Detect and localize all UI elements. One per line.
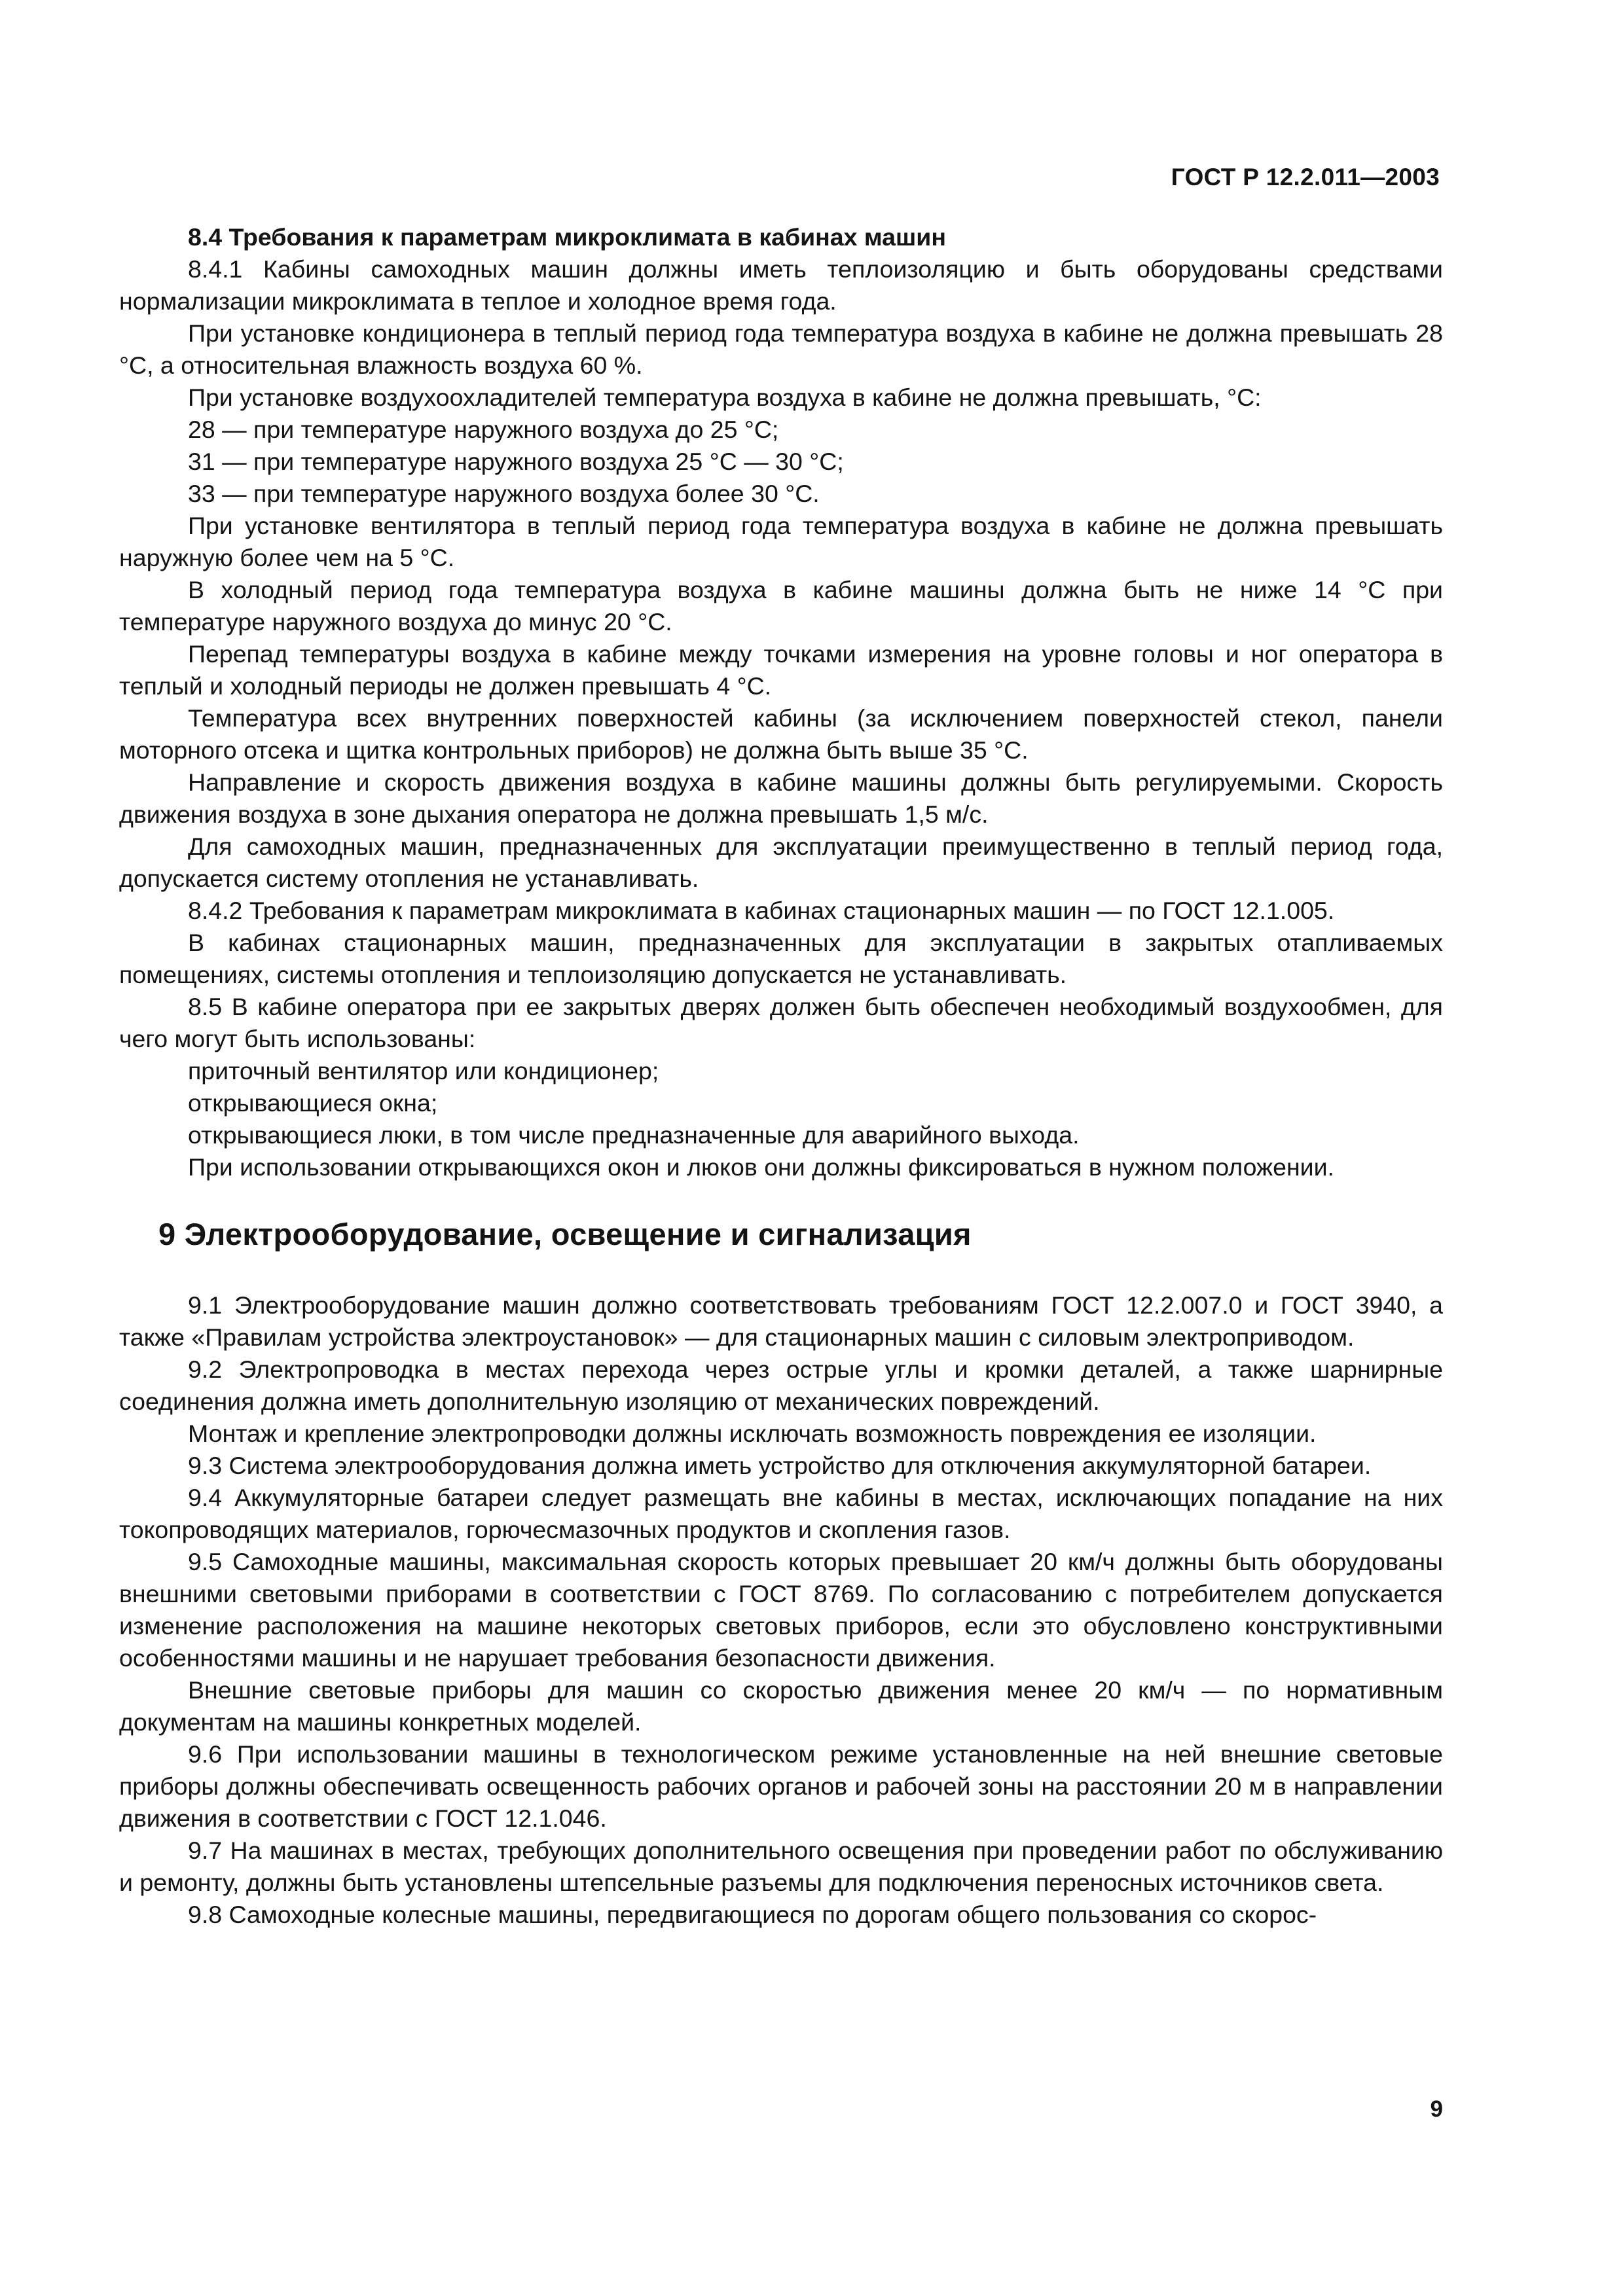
- list-item: 33 — при температуре наружного воздуха более 30 °С.: [188, 480, 820, 507]
- document-code-header: ГОСТ Р 12.2.011—2003: [1171, 164, 1440, 190]
- paragraph: Направление и скорость движения воздуха в кабине машины должны быть регулируемыми. Скорость движения воздуха в зоне дыхания оператора не должна превышать 1,5 м/с.: [119, 768, 1443, 828]
- paragraph-9-3: 9.3 Система электрооборудования должна иметь устройство для отключения аккумуляторной батареи.: [188, 1452, 1372, 1479]
- paragraph: В кабинах стационарных машин, предназначенных для эксплуатации в закрытых отапливаемых помещениях, системы отопления и теплоизоляцию допускается не устанавливать.: [119, 929, 1443, 988]
- paragraph: В холодный период года температура воздуха в кабине машины должна быть не ниже 14 °С при температуре наружного воздуха до минус 20 °С.: [119, 576, 1443, 636]
- list-item: открывающиеся окна;: [188, 1089, 438, 1117]
- paragraph-8-5: 8.5 В кабине оператора при ее закрытых дверях должен быть обеспечен необходимый воздухообмен, для чего могут быть использованы:: [119, 993, 1443, 1052]
- list-item: открывающиеся люки, в том числе предназначенные для аварийного выхода.: [188, 1121, 1080, 1149]
- list-item: 31 — при температуре наружного воздуха 25 °С — 30 °С;: [188, 448, 844, 475]
- paragraph: Монтаж и крепление электропроводки должны исключать возможность повреждения ее изоляции.: [188, 1420, 1317, 1447]
- paragraph: При использовании открывающихся окон и люков они должны фиксироваться в нужном положении.: [188, 1153, 1334, 1181]
- paragraph-9-5: 9.5 Самоходные машины, максимальная скорость которых превышает 20 км/ч должны быть оборудованы внешними световыми приборами в соответствии с ГОСТ 8769. По согласованию с потребителем допускается изменение расположения на машине некоторых световых приборов, если это обусловлено конструктивными особенностями машины и не нарушает требования безопасности движения.: [119, 1548, 1443, 1672]
- paragraph-9-1: 9.1 Электрооборудование машин должно соответствовать требованиям ГОСТ 12.2.007.0 и ГОСТ 3940, а также «Правилам устройства электроустановок» — для стационарных машин с силовым электроприводом.: [119, 1291, 1443, 1351]
- paragraph: Перепад температуры воздуха в кабине между точками измерения на уровне головы и ног оператора в теплый и холодный периоды не должен превышать 4 °С.: [119, 640, 1443, 700]
- paragraph: При установке кондиционера в теплый период года температура воздуха в кабине не должна превышать 28 °С, а относительная влажность воздуха 60 %.: [119, 319, 1443, 379]
- paragraph: Внешние световые приборы для машин со скоростью движения менее 20 км/ч — по нормативным документам на машины конкретных моделей.: [119, 1676, 1443, 1736]
- list-item: 28 — при температуре наружного воздуха до 25 °С;: [188, 416, 779, 443]
- section-title-9: 9 Электрооборудование, освещение и сигнализация: [158, 1217, 972, 1251]
- document-body: [119, 221, 1443, 1931]
- paragraph-9-2: 9.2 Электропроводка в местах перехода через острые углы и кромки деталей, а также шарнирные соединения должна иметь дополнительную изоляцию от механических повреждений.: [119, 1355, 1443, 1415]
- list-item: приточный вентилятор или кондиционер;: [188, 1057, 659, 1085]
- paragraph: Температура всех внутренних поверхностей кабины (за исключением поверхностей стекол, панели моторного отсека и щитка контрольных приборов) не должна быть выше 35 °С.: [119, 704, 1443, 764]
- subsection-title-8-4: 8.4 Требования к параметрам микроклимата в кабинах машин: [188, 223, 946, 251]
- paragraph-9-7: 9.7 На машинах в местах, требующих дополнительного освещения при проведении работ по обслуживанию и ремонту, должны быть установлены штепсельные разъемы для подключения переносных источников света.: [119, 1837, 1443, 1896]
- paragraph: При установке воздухоохладителей температура воздуха в кабине не должна превышать, °С:: [188, 384, 1262, 411]
- page-number: 9: [1430, 2096, 1443, 2122]
- paragraph: Для самоходных машин, предназначенных для эксплуатации преимущественно в теплый период года, допускается систему отопления не устанавливать.: [119, 833, 1443, 892]
- paragraph-8-4-2: 8.4.2 Требования к параметрам микроклимата в кабинах стационарных машин — по ГОСТ 12.1.005.: [188, 897, 1335, 924]
- paragraph-9-6: 9.6 При использовании машины в технологическом режиме установленные на ней внешние световые приборы должны обеспечивать освещенность рабочих органов и рабочей зоны на расстоянии 20 м в направлении движения в соответствии с ГОСТ 12.1.046.: [119, 1740, 1443, 1832]
- paragraph: При установке вентилятора в теплый период года температура воздуха в кабине не должна превышать наружную более чем на 5 °С.: [119, 512, 1443, 571]
- paragraph-9-8: 9.8 Самоходные колесные машины, передвигающиеся по дорогам общего пользования со скорос-: [188, 1901, 1317, 1928]
- paragraph-9-4: 9.4 Аккумуляторные батареи следует размещать вне кабины в местах, исключающих попадание на них токопроводящих материалов, горючесмазочных продуктов и скопления газов.: [119, 1484, 1443, 1543]
- paragraph-8-4-1: 8.4.1 Кабины самоходных машин должны иметь теплоизоляцию и быть оборудованы средствами нормализации микроклимата в теплое и холодное время года.: [119, 255, 1443, 315]
